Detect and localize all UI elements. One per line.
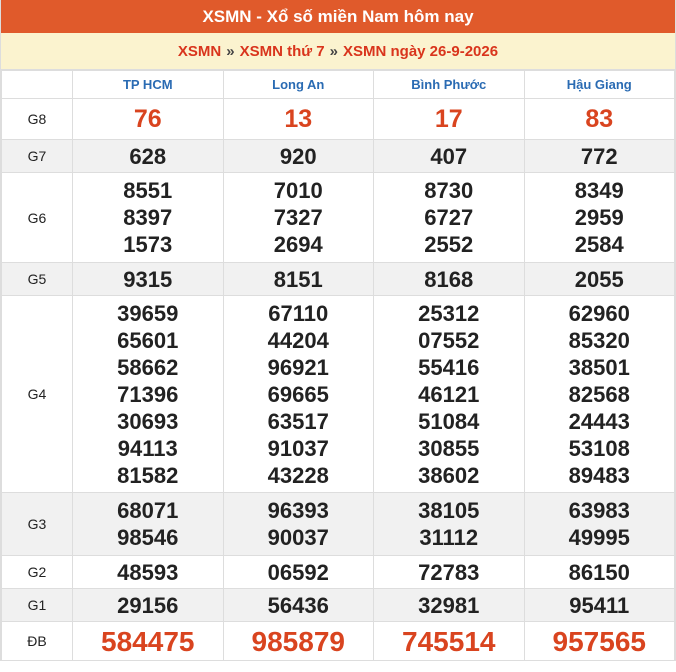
prize-label: G4 [2,296,73,493]
prize-label: G7 [2,140,73,173]
prize-cell [223,263,374,296]
prize-number: 8349 [574,178,624,203]
prize-number: 58662 [117,354,179,380]
prize-number: 920 [279,143,317,169]
prize-number: 49995 [568,525,630,550]
prize-cell [73,173,224,263]
prize-number: 81582 [117,462,179,488]
province-header[interactable]: Hậu Giang [524,71,675,99]
prize-cell [374,493,525,556]
prize-number: 25312 [418,300,480,326]
prize-number: 91037 [267,435,329,461]
prize-cell [73,556,224,589]
prize-cell [524,99,675,140]
breadcrumb-separator: » [226,42,235,60]
prize-number: 76 [133,104,162,133]
prize-cell [524,263,675,296]
prize-number: 95411 [569,592,630,618]
prize-number: 46121 [418,381,480,407]
prize-label: G5 [2,263,73,296]
prize-cell [374,622,525,661]
prize-number: 83 [585,104,614,133]
prize-cell [374,556,525,589]
prize-number: 745514 [402,625,496,657]
prize-cell [524,493,675,556]
prize-cell [524,296,675,493]
prize-number: 17 [434,104,463,133]
prize-number: 985879 [251,625,345,657]
prize-number: 13 [284,104,313,133]
prize-cell [374,99,525,140]
prize-number: 56436 [267,592,329,618]
prize-number: 30693 [117,408,179,434]
prize-cell [374,263,525,296]
prize-label: G6 [2,173,73,263]
prize-number: 8151 [273,266,323,292]
breadcrumb-xsmn-thu-7[interactable]: XSMN thứ 7 [239,42,325,60]
prize-number: 7010 [273,178,323,203]
prize-cell [73,296,224,493]
prize-number: 2584 [574,232,624,257]
prize-number: 2552 [424,232,474,257]
prize-number: 85320 [568,327,630,353]
prize-cell [524,173,675,263]
prize-number: 32981 [418,592,480,618]
prize-number: 43228 [267,462,329,488]
prize-number: 72783 [418,559,480,585]
prize-cell [73,493,224,556]
prize-number: 24443 [568,408,630,434]
prize-row-g1 [2,589,675,622]
prize-number: 98546 [117,525,179,550]
province-header[interactable]: Long An [223,71,374,99]
prize-number: 86150 [568,559,630,585]
results-table [1,70,675,661]
prize-row-g8 [2,99,675,140]
prize-number: 8168 [424,266,474,292]
prize-number: 53108 [568,435,630,461]
prize-number: 44204 [267,327,329,353]
breadcrumb-xsmn-date[interactable]: XSMN ngày 26-9-2026 [343,42,499,60]
prize-label: G1 [2,589,73,622]
prize-number: 38105 [418,498,480,523]
prize-row-g7 [2,140,675,173]
prize-number: 82568 [568,381,630,407]
prize-number: 2694 [273,232,323,257]
prize-number: 30855 [418,435,480,461]
prize-rows [2,99,675,661]
prize-number: 06592 [267,559,329,585]
prize-cell [223,622,374,661]
prize-label: G3 [2,493,73,556]
prize-number: 38501 [568,354,630,380]
prize-cell [223,556,374,589]
prize-number: 9315 [123,266,173,292]
prize-number: 1573 [123,232,173,257]
province-header[interactable]: Bình Phước [374,71,525,99]
prize-row-g4 [2,296,675,493]
prize-label: G8 [2,99,73,140]
prize-row-g5 [2,263,675,296]
prize-number: 63983 [568,498,630,523]
province-header-row [2,71,675,99]
prize-cell [524,556,675,589]
prize-number: 67110 [268,300,329,326]
prize-cell [524,140,675,173]
breadcrumb [1,33,675,70]
prize-cell [223,99,374,140]
breadcrumb-xsmn[interactable]: XSMN [177,42,222,60]
prize-number: 2959 [574,205,624,230]
prize-number: 07552 [418,327,480,353]
prize-number: 584475 [101,625,195,657]
page-title: XSMN - Xổ số miền Nam hôm nay [1,0,675,33]
prize-number: 957565 [552,625,646,657]
prize-number: 48593 [117,559,179,585]
prize-cell [73,589,224,622]
prize-number: 68071 [117,498,179,523]
prize-cell [223,140,374,173]
corner-cell [2,71,73,99]
prize-cell [223,493,374,556]
prize-number: 62960 [568,300,630,326]
prize-number: 55416 [418,354,480,380]
prize-number: 51084 [418,408,480,434]
prize-number: 8551 [123,178,173,203]
prize-cell [73,99,224,140]
prize-cell [374,589,525,622]
prize-cell [223,296,374,493]
prize-number: 96921 [267,354,329,380]
prize-number: 8730 [424,178,474,203]
prize-row-db [2,622,675,661]
prize-number: 7327 [273,205,323,230]
prize-cell [524,622,675,661]
prize-cell [223,589,374,622]
prize-number: 29156 [117,592,179,618]
prize-number: 69665 [267,381,329,407]
prize-number: 96393 [267,498,329,523]
prize-label: ĐB [2,622,73,661]
prize-number: 628 [129,143,167,169]
prize-cell [73,622,224,661]
prize-number: 71396 [117,381,179,407]
prize-number: 89483 [568,462,630,488]
prize-number: 63517 [267,408,329,434]
prize-cell [374,296,525,493]
province-header[interactable]: TP HCM [73,71,224,99]
prize-cell [223,173,374,263]
prize-label: G2 [2,556,73,589]
breadcrumb-separator: » [329,42,338,60]
prize-cell [73,140,224,173]
prize-number: 6727 [424,205,474,230]
prize-number: 31112 [419,525,479,550]
prize-number: 94113 [117,435,178,461]
prize-cell [73,263,224,296]
prize-cell [374,173,525,263]
prize-number: 38602 [418,462,480,488]
prize-number: 39659 [117,300,179,326]
prize-number: 407 [430,143,468,169]
prize-number: 2055 [574,266,624,292]
prize-number: 8397 [123,205,173,230]
prize-cell [374,140,525,173]
prize-number: 772 [580,143,618,169]
prize-row-g6 [2,173,675,263]
prize-number: 65601 [117,327,179,353]
prize-cell [524,589,675,622]
prize-number: 90037 [267,525,329,550]
prize-row-g3 [2,493,675,556]
prize-row-g2 [2,556,675,589]
